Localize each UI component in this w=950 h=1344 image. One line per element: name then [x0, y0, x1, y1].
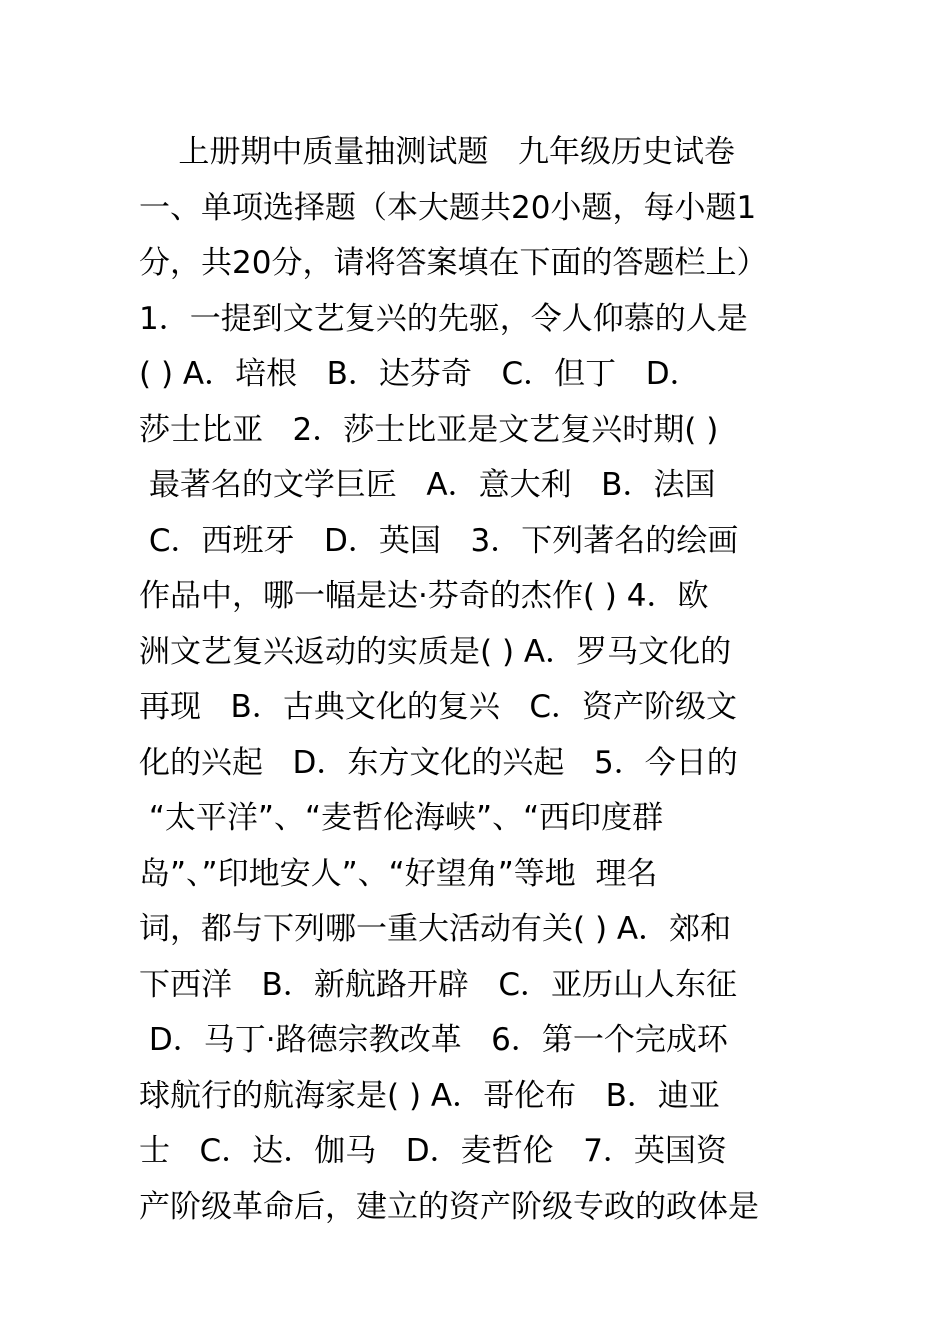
document-text [139, 125, 819, 1235]
text-line: 最著名的文学巨匠 A．意大利 B．法国 [139, 467, 716, 503]
text-line: 球航行的航海家是( ) A．哥伦布 B．迪亚 [139, 1077, 720, 1114]
text-line: 士 C．达．伽马 D．麦哲伦 7．英国资 [139, 1133, 727, 1169]
text-line: “太平洋”、“麦哲伦海峡”、“西印度群 [139, 800, 664, 836]
text-line: 下西洋 B．新航路开辟 C．亚历山人东征 [139, 966, 738, 1003]
text-line: 产阶级革命后，建立的资产阶级专政的政体是 [139, 1188, 759, 1225]
text-line: 化的兴起 D．东方文化的兴起 5．今日的 [139, 744, 738, 781]
text-line: 洲文艺复兴返动的实质是( ) A．罗马文化的 [139, 633, 732, 670]
text-line: 分，共20分，请将答案填在下面的答题栏上） [139, 245, 768, 281]
text-line: D．马丁·路德宗教改革 6．第一个完成环 [139, 1022, 728, 1058]
text-line: 1．一提到文艺复兴的先驱，令人仰慕的人是 [139, 300, 748, 337]
text-line: 作品中，哪一幅是达·芬奇的杰作( ) 4．欧 [139, 578, 709, 614]
title-line: 上册期中质量抽测试题 九年级历史试卷 [139, 134, 735, 170]
text-line: ( ) A．培根 B．达芬奇 C．但丁 D． [139, 356, 701, 392]
text-line: C．西班牙 D．英国 3．下列著名的绘画 [139, 522, 739, 559]
text-line: 词，都与下列哪一重大活动有关( ) A．郊和 [139, 911, 732, 947]
text-line: 莎士比亚 2．莎士比亚是文艺复兴时期( ) [139, 411, 719, 448]
text-line: 再现 B．古典文化的复兴 C．资产阶级文 [139, 689, 738, 725]
text-line: 岛”、”印地安人”、“好望角”等地 理名 [139, 855, 658, 892]
text-line: 一、单项选择题（本大题共20小题，每小题1 [139, 189, 757, 226]
